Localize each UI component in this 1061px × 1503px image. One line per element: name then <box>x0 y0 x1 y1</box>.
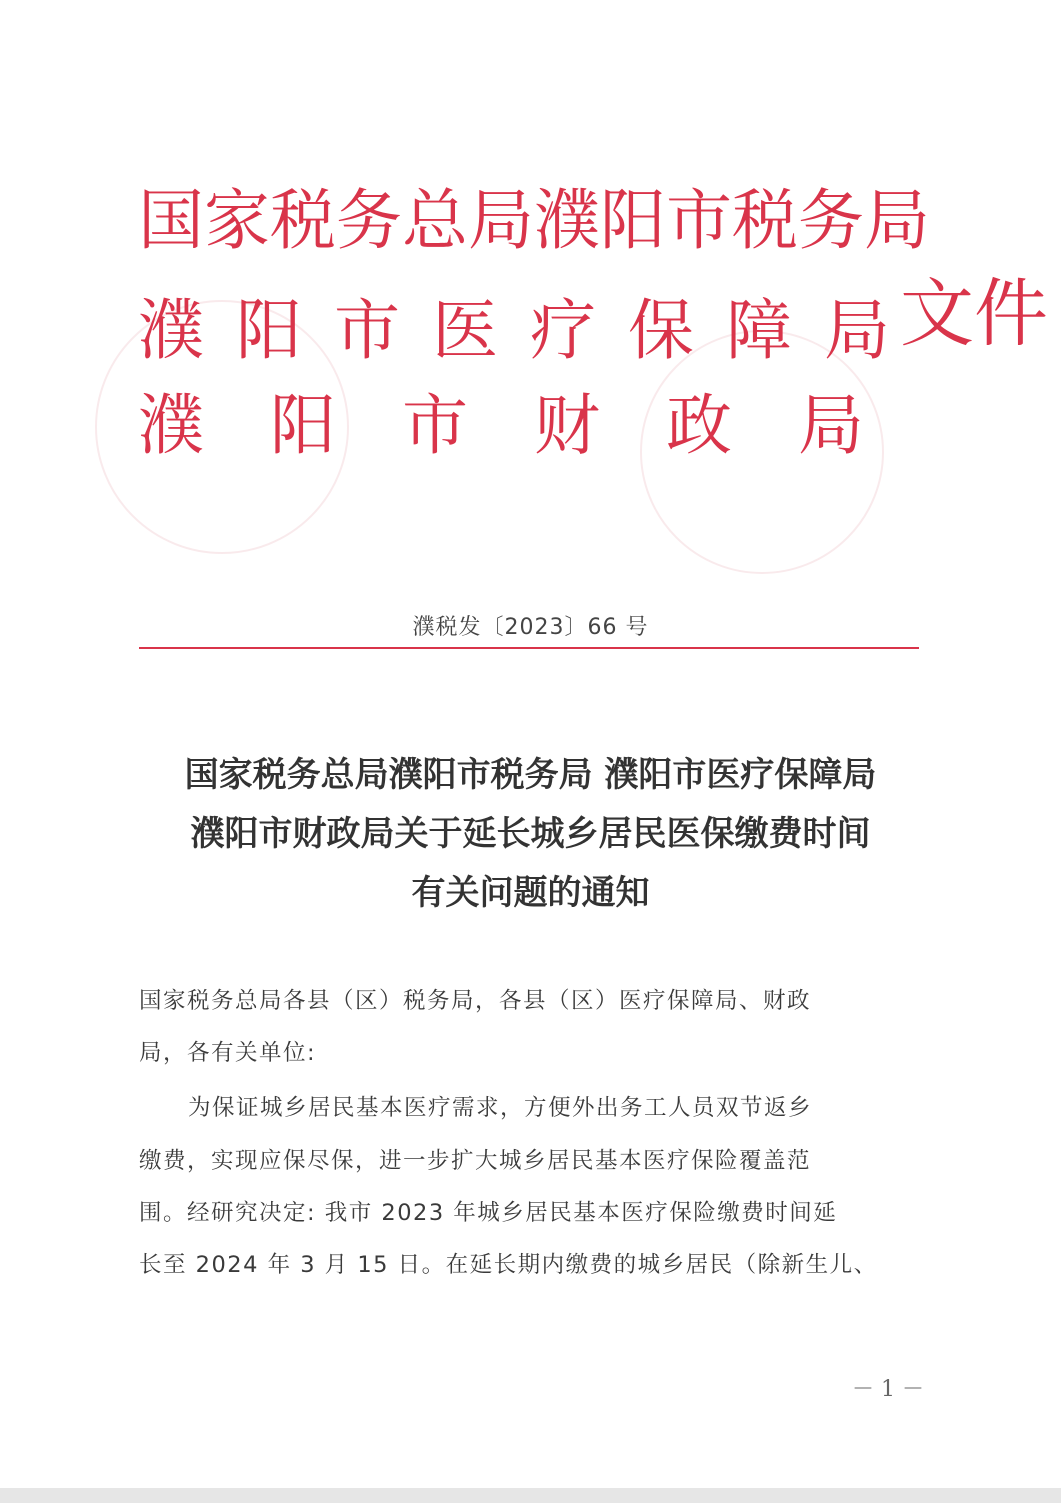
red-header-line-2 <box>138 271 1048 369</box>
body-line-1: 国家税务总局各县（区）税务局，各县（区）医疗保障局、财政 <box>139 988 812 1014</box>
red-header-line-1: 国家税务总局濮阳市税务局 <box>138 182 930 259</box>
body-line-3: 为保证城乡居民基本医疗需求，方便外出务工人员双节返乡 <box>188 1095 813 1121</box>
red-header-file-label: 文件 <box>900 271 1048 357</box>
red-header-line-2-text: 濮阳市医疗保障局 <box>138 292 922 369</box>
body-line-4: 缴费，实现应保尽保，进一步扩大城乡居民基本医疗保险覆盖范 <box>139 1148 812 1174</box>
red-header-line-3: 濮阳市财政局 <box>138 387 930 464</box>
document-number: 濮税发〔2023〕66 号 <box>412 615 649 640</box>
body-line-6: 长至 2024 年 3 月 15 日。在延长期内缴费的城乡居民（除新生儿、 <box>139 1252 878 1278</box>
red-divider-rule <box>139 647 919 649</box>
body-line-5: 围。经研究决定: 我市 2023 年城乡居民基本医疗保险缴费时间延 <box>139 1200 838 1226</box>
page-bottom-edge <box>0 1488 1061 1503</box>
title-line-2: 濮阳市财政局关于延长城乡居民医保缴费时间 <box>190 814 871 854</box>
body-line-2: 局，各有关单位: <box>139 1040 317 1066</box>
page-number: － 1 － <box>852 1377 924 1402</box>
title-line-3: 有关问题的通知 <box>411 873 650 913</box>
title-line-1: 国家税务总局濮阳市税务局 濮阳市医疗保障局 <box>184 755 877 795</box>
